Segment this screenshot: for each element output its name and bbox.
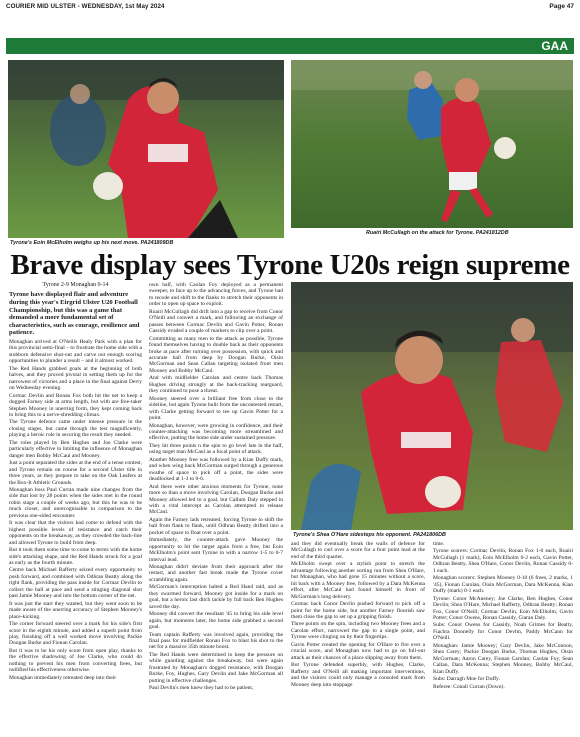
paragraph: And there were other anxious moments for Tyrone, none more so than a move involving Carolan, Doogan Burke and Mooney allowed led to a goal, but Callum Daly stepped in with a vital intercept as Carolan attempted to release McCaul.	[149, 483, 283, 516]
paragraph: Monaghan arrived at O'Neills Healy Park with a plan for this provincial semi-final – to frustrate the home side with a stubborn defensive shut-out and carve out enough scoring opportunities to plunder a result – and it almost worked.	[9, 339, 142, 365]
paragraph: Monaghan, however, were growing in confidence, and their counter-attacking was becoming more streamlined and effective, putting the home side under sustained pressure.	[149, 422, 283, 442]
paragraph: Another Mooney free was followed by a Kian Duffy mark, and when wing back McGorman surged through a generous swathe of space to pick off a point, the sides were deadlocked at 1-3 to 0-6.	[149, 456, 283, 483]
paragraph: time.	[433, 541, 445, 547]
team-monaghan: Monaghan: Jamie Mooney; Gary Devlin, Jake McConnon, Shea Carey; Packie Doogan Burke, Thomas Hughes, Oisin McGorman; Aaron Carey, Fionan Carolan; Caolan Foy, Sean Callan, Dara McKenna; Stephen Mooney, Bobby McCaul, Kian Duffy.	[433, 642, 573, 675]
paragraph: Monaghan immediately retreated deep into their	[9, 674, 117, 681]
publication-line: COURIER MID ULSTER - WEDNESDAY, 1st May 2024	[6, 3, 165, 10]
photo-mcelholm	[8, 60, 284, 238]
paragraph: The Tyrone defence came under intense pressure in the closing stages, but came through the test magnificently, playing a heroic role in securing the result they needed.	[9, 419, 142, 439]
paragraph: The corner forward steered over a mark for his side's first score in the eighth minute, and added a superb point from play, finishing off a well worked move involving Packie Doogan Burke and Fionan Carolan.	[9, 621, 142, 647]
score-line: Tyrone 2-9 Monaghan 0-14	[42, 282, 109, 288]
page-header	[0, 2, 580, 14]
paragraph: Just a point separated the sides at the end of a tense contest, and Tyrone remain on course for a second Ulster title in three years, as they prepare to take on the Oak Leafers at the Box-It Athletic Grounds.	[9, 460, 142, 486]
article-column-3	[291, 541, 425, 689]
subs-monaghan: Subs: Darragh Moe for Duffy.	[433, 676, 500, 683]
article-column-2	[149, 282, 283, 693]
paragraph: Monaghan didn't deviate from their approach after the restart, and another fast break made the Tyrone cover scrambling again.	[149, 564, 283, 583]
paragraph: Three points on the spin, including two Mooney frees and a Carolan effort, narrowed the gap to a single point, and Tyrone were clinging on by their fingertips.	[291, 621, 425, 641]
caption-photo3: Tyrone's Shea O'Hare sidesteps his opponent. PA241806DB	[293, 532, 446, 538]
paragraph: Again the Farney lads retreated, forcing Tyrone to shift the ball from flank to flank, until Odhran Beatty drifted into a pocket of space to float over a point.	[149, 516, 283, 536]
paragraph: The Red Hands grabbed goals at the beginning of both halves, and they proved pivotal in setting them up for the narrowest of victories and a place in the final against Derry on Wednesday evening.	[9, 365, 142, 392]
scorers-tyrone: Tyrone scorers: Cormac Devlin, Ronan Fox 1-0 each, Ruairi McCullagh (1 mark), Eoin McElholm 0-2 each, Gavin Potter, Odhran Beatty, Shea O'Hare, Conor Devlin, Ronan Cassidy 0-1 each.	[433, 548, 573, 574]
paragraph: The Red Hands were determined to keep the pressure on while guarding against the breakaway, but were again frustrated by Monaghan's dogged resistance, with Doogan Burke, Foy, Hughes, Gary Devlin and Jake McGorman all putting in effective challenges.	[149, 651, 283, 684]
paragraph: But it took them some time to come to terms with the home side's attacking shape, and the Red Hands struck for a goal as early as the fourth minute.	[9, 547, 142, 566]
article-lead: Tyrone have displayed flair and adventure during this year's Eirgrid Ulster U20 Football Championship, but this was a game that demanded a more fundamental set of characteristics, such as courage, resilience and patience.	[9, 291, 140, 337]
paragraph: But it was to be his only score from open play, thanks to the effective shadowing of Joe Clarke, who could do nothing to prevent his men from converting frees, but nullified his effectiveness otherwise.	[9, 647, 142, 674]
paragraph: Centre back Michael Rafferty seized every opportunity to push forward, and combined with Odhran Beatty along the right flank, providing the pass inside for Cormac Devlin to collect the ball at pace and send a stinging diagonal shot past Jamie Mooney and into the bottom corner of the net.	[9, 567, 142, 600]
paragraph: and they did eventually break the walls of defence for McCullagh to curl over a score for a four point lead at the end of the third quarter.	[291, 541, 425, 560]
paragraph: Immediately, the counter-attack gave Mooney the opportunity to hit the target again from a free, but Eoin McElholm's point sent Tyrone in with a narrow 1-5 to 0-7 interval lead.	[149, 537, 283, 563]
article-column-4	[433, 541, 573, 691]
section-banner	[6, 38, 574, 54]
paragraph: Team captain Rafferty was involved again, providing the final pass for midfielder Ronan Fox to blast his shot to the net for a massive 35th minute boost.	[149, 631, 283, 651]
paragraph: Monaghan boss Paul Curran made nine changes from the side that lost by 28 points when the sides met in the round robin stage a couple of weeks ago, but this he was to be much closer, and unrecognisable in comparison to the previous one-sided encounter.	[9, 486, 142, 519]
paragraph: own half, with Caolan Foy deployed as a permanent sweeper, to face up to the advancing forces, and Tyrone had to recode and shift to the flanks to stretch their opponents in order to open up space to exploit.	[149, 282, 283, 308]
paragraph: Mooney steered over a brilliant free from close to the sideline, but again Tyrone built from the uncontested restart, with Clarke getting forward to tee up Gavin Potter for a point.	[149, 395, 283, 422]
paragraph: Cormac Devlin and Ronan Fox both hit the net to keep a dogged Farney side at arms length, but with are free-taker Stephen Mooney in unerring form, they kept coming back to bring this to a nerve-shredding climax.	[9, 392, 142, 418]
caption-photo2: Ruairi McCullagh on the attack for Tyrone. PA241812DB	[366, 230, 509, 236]
paragraph: McElholm swept over a stylish point to stretch the advantage following another sorting run from Shea O'Hare, but Monaghan, who had gone 15 minutes without a score, hit back with a Mooney free, followed by a Dara McKenna effort, after McCaul had found himself in front of McGorman's long delivery.	[291, 561, 425, 600]
team-tyrone: Tyrone: Conor McAneney; Joe Clarke, Ben Hughes, Conor Devlin; Shea O'Hare, Michael Rafferty, Odhran Beatty; Ronan Fox, Conor O'Neill; Cormac Devlin, Eoin McElholm, Gavin Potter; Conor Owens, Ronan Cassidy, Ciaran Daly.	[433, 595, 573, 621]
page-number: Page 47	[549, 3, 574, 10]
paragraph: Paul Devlin's men knew they had to be patient,	[149, 685, 254, 692]
article-column-1	[9, 282, 142, 682]
scorers-monaghan: Monaghan scorers: Stephen Mooney 0-10 (6 frees, 2 marks, 1 '45), Fionan Carolan, Oisin McGorman, Dara McKenna, Kian Duffy (mark) 0-1 each.	[433, 575, 573, 595]
paragraph: Committing as many men to the attack as possible, Tyrone found themselves having to double back as their opponents broke at pace after turning over possession, with quick and accurate ball from deep by Doogan Burke, Oisin McGorman and Sean Callan targeting isolated front men Mooney and Bobby McCaul.	[149, 335, 283, 374]
paragraph: Cormac back Conor Devlin pushed forward to pick off a point for the home side, but another Farney flourish saw them close the gap to set up a gripping finish.	[291, 601, 425, 620]
section-label: GAA	[541, 39, 568, 53]
paragraph: They hit three points n the spin to go level late in the half, using target man McCaul as a focal point of attack.	[149, 442, 283, 456]
subs-tyrone: Subs: Conor Owens for Cassidy, Noah Grimes for Beatty, Fiachra Donnelly for Conor Devlin, Paddy McCann for O'Neill.	[433, 622, 573, 642]
caption-photo1: Tyrone's Eoin McElholm weighs up his next move. PA241809DB	[10, 240, 174, 246]
paragraph: Gavin Potter created the opening for O'Hare to fire over a crucial score, and Monaghan now had to go on full-out attack as their chances of a place slipping away from them.	[291, 641, 425, 661]
paragraph: Mooney did convert the resultant '45 to bring his side level again, but moments later, the home side grabbed a second goal.	[149, 611, 283, 631]
paragraph: The roles played by Ben Hughes and Joe Clarke were particularly effective in limiting the influence of Monaghan danger men Bobby McCaul and Mooney.	[9, 439, 142, 459]
paragraph: Ruairi McCullagh did drift into a gap to receive from Conor O'Neill and convert a mark, and following an exchange of passes between Cormac Devlin and Gavin Potter, Ronan Cassidy evaded a couple of markers to clip over a point.	[149, 308, 283, 335]
headline: Brave display sees Tyrone U20s reign supreme	[10, 249, 570, 281]
photo-mccullagh	[291, 60, 573, 228]
paragraph: And with midfielder Carolan and centre back Thomas Hughes driving strongly at the back-tracking rearguard, they continued to pose a threat.	[149, 375, 283, 395]
paragraph: It was just the start they wanted, but they went soon to be made aware of the unerring accuracy of Stephen Mooney's place-kicking.	[9, 600, 142, 620]
referee: Referee: Conall Curran (Down).	[433, 683, 505, 690]
paragraph: McGorman's interception halted a Red Hand raid, and as they swarmed forward, Mooney got inside for a mark on goal, but a heroic last ditch tackle by full back Ben Hughes saved the day.	[149, 584, 283, 610]
paragraph: But Tyrone defended superbly, with Hughes, Clarke, Rafferty and O'Neill all making important interventions, and the visitors could only manage a consoled mark from Mooney deep into stoppage	[291, 662, 425, 688]
photo-ohare	[291, 282, 573, 530]
paragraph: It was clear that the visitors had come to defend with the highest possible levels of resistance and catch their opponents on the breakaway, as they crowded the back-line and allowed Tyrone to build from deep.	[9, 520, 142, 546]
